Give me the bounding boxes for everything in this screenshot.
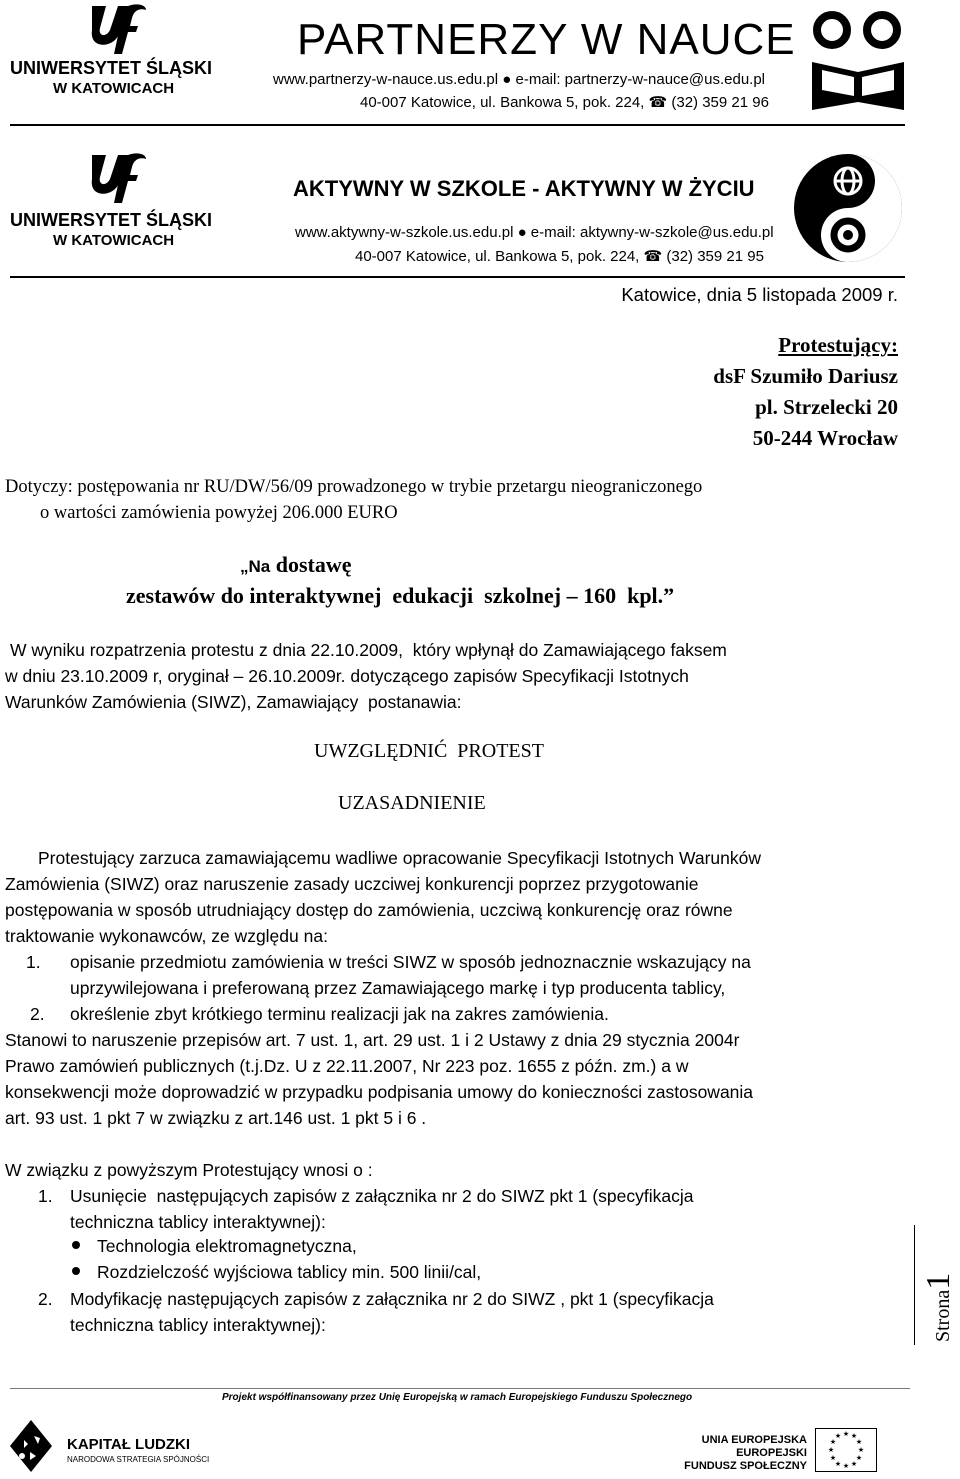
svg-text:★: ★ <box>842 1430 850 1438</box>
addressee-name: dsF Szumiło Dariusz <box>713 364 898 388</box>
list-item-continuation: techniczna tablicy interaktywnej): <box>70 1315 326 1335</box>
svg-text:★: ★ <box>855 1438 863 1446</box>
addressee-city: 50-244 Wrocław <box>752 426 898 450</box>
tender-title-line: zestawów do interaktywnej edukacji szkolnej – 160 kpl.” <box>126 583 675 608</box>
svg-text:★: ★ <box>829 1438 837 1446</box>
eu-flag-icon <box>815 1428 877 1472</box>
law-line: Prawo zamówień publicznych (t.j.Dz. U z 22.11.2007, Nr 223 poz. 1655 z późn. zm.) a w <box>5 1056 689 1076</box>
page-number: 1 <box>920 1272 957 1290</box>
svg-text:★: ★ <box>829 1454 837 1462</box>
university-name: UNIWERSYTET ŚLĄSKI <box>10 210 213 230</box>
tender-title <box>240 552 352 578</box>
justification-line: traktowanie wykonawców, ze względu na: <box>5 926 328 946</box>
list-item-continuation: techniczna tablicy interaktywnej): <box>70 1212 326 1232</box>
intro-line: w dniu 23.10.2009 r, oryginał – 26.10.2009r. dotyczącego zapisów Specyfikacji Istotnych <box>5 666 689 686</box>
svg-text:★: ★ <box>834 1432 842 1440</box>
list-item-number: 1. <box>26 952 41 972</box>
list-item-number: 1. <box>38 1186 53 1206</box>
bullet-item: Rozdzielczość wyjściowa tablicy min. 500 linii/cal, <box>97 1262 482 1282</box>
project-address-line: 40-007 Katowice, ul. Bankowa 5, pok. 224, ☎ (32) 359 21 96 <box>360 94 769 111</box>
list-item: określenie zbyt krótkiego terminu realizacji jak na zakres zamówienia. <box>70 1004 609 1024</box>
footer-rule <box>10 1388 910 1389</box>
svg-text:★: ★ <box>857 1446 865 1454</box>
university-city: W KATOWICACH <box>53 80 175 97</box>
requests-intro: W związku z powyższym Protestujący wnosi o : <box>5 1160 373 1180</box>
header-divider <box>10 276 905 278</box>
page-marker-line <box>914 1225 915 1345</box>
project-title: PARTNERZY W NAUCE <box>297 15 796 64</box>
subject-line: Dotyczy: postępowania nr RU/DW/56/09 prowadzonego w trybie przetargu nieograniczonego <box>5 477 703 497</box>
list-item: Usunięcie następujących zapisów z załącznika nr 2 do SIWZ pkt 1 (specyfikacja <box>70 1186 694 1206</box>
justification-heading: UZASADNIENIE <box>338 792 486 814</box>
list-item: opisanie przedmiotu zamówienia w treści SIWZ w sposób jednoznacznie wskazujący na <box>70 952 751 972</box>
list-item-number: 2. <box>30 1004 45 1024</box>
university-logo <box>88 4 148 56</box>
kapital-ludzki-title: KAPITAŁ LUDZKI <box>67 1436 191 1453</box>
justification-line: Protestujący zarzuca zamawiającemu wadliwe opracowanie Specyfikacji Istotnych Warunków <box>38 848 761 868</box>
list-item-number: 2. <box>38 1289 53 1309</box>
page-number-rotated <box>920 1218 960 1342</box>
project-contact-line: www.aktywny-w-szkole.us.edu.pl ● e-mail: aktywny-w-szkole@us.edu.pl <box>295 224 774 241</box>
kapital-ludzki-logo-icon <box>8 1418 54 1474</box>
list-item: Modyfikację następujących zapisów z załącznika nr 2 do SIWZ , pkt 1 (specyfikacja <box>70 1289 714 1309</box>
cofinance-note: Projekt współfinansowany przez Unię Europejską w ramach Europejskiego Funduszu Społecznego <box>222 1392 693 1403</box>
bullet-icon <box>72 1241 80 1249</box>
bullet-item: Technologia elektromagnetyczna, <box>97 1236 357 1256</box>
decision-heading: UWZGLĘDNIĆ PROTEST <box>314 740 544 762</box>
university-logo <box>88 153 148 205</box>
tender-title-prefix: „Na <box>240 557 271 576</box>
svg-text:★: ★ <box>850 1460 858 1468</box>
date-line: Katowice, dnia 5 listopada 2009 r. <box>621 284 898 305</box>
eu-line: EUROPEJSKI <box>736 1447 807 1459</box>
addressee-street: pl. Strzelecki 20 <box>755 395 898 419</box>
svg-text:★: ★ <box>850 1432 858 1440</box>
page-label: Strona <box>932 1289 954 1342</box>
law-line: art. 93 ust. 1 pkt 7 w związku z art.146 ust. 1 pkt 5 i 6 . <box>5 1108 427 1128</box>
aktywny-logo-icon <box>790 150 906 266</box>
kapital-ludzki-subtitle: NARODOWA STRATEGIA SPÓJNOŚCI <box>67 1455 210 1464</box>
svg-text:★: ★ <box>827 1446 835 1454</box>
justification-line: Zamówienia (SIWZ) oraz naruszenie zasady uczciwej konkurencji poprzez przygotowanie <box>5 874 699 894</box>
svg-text:★: ★ <box>855 1454 863 1462</box>
bullet-icon <box>72 1267 80 1275</box>
project-title: AKTYWNY W SZKOLE - AKTYWNY W ŻYCIU <box>293 176 755 201</box>
page-marker <box>920 1225 960 1342</box>
justification-line: postępowania w sposób utrudniający dostęp do zamówienia, uczciwą konkurencję oraz równe <box>5 900 733 920</box>
list-item-continuation: uprzywilejowana i preferowaną przez Zamawiającego markę i typ producenta tablicy, <box>70 978 726 998</box>
project-address-line: 40-007 Katowice, ul. Bankowa 5, pok. 224, ☎ (32) 359 21 95 <box>355 248 764 265</box>
addressee-label: Protestujący: <box>778 333 898 357</box>
svg-text:★: ★ <box>842 1462 850 1470</box>
subject-line: o wartości zamówienia powyżej 206.000 EURO <box>40 503 398 523</box>
partnerzy-logo-icon <box>808 10 908 116</box>
intro-line: Warunków Zamówienia (SIWZ), Zamawiający postanawia: <box>5 692 462 712</box>
header-divider <box>10 124 905 126</box>
tender-title-word: dostawę <box>270 552 352 577</box>
eu-line: UNIA EUROPEJSKA <box>701 1434 807 1446</box>
svg-text:★: ★ <box>834 1460 842 1468</box>
university-name: UNIWERSYTET ŚLĄSKI <box>10 58 213 78</box>
law-line: Stanowi to naruszenie przepisów art. 7 ust. 1, art. 29 ust. 1 i 2 Ustawy z dnia 29 stycznia 2004r <box>5 1030 740 1050</box>
university-city: W KATOWICACH <box>53 232 175 249</box>
eu-line: FUNDUSZ SPOŁECZNY <box>684 1460 807 1472</box>
project-contact-line: www.partnerzy-w-nauce.us.edu.pl ● e-mail: partnerzy-w-nauce@us.edu.pl <box>273 71 765 88</box>
intro-line: W wyniku rozpatrzenia protestu z dnia 22.10.2009, który wpłynął do Zamawiającego faksem <box>10 640 727 660</box>
law-line: konsekwencji może doprowadzić w przypadku podpisania umowy do konieczności zastosowania <box>5 1082 754 1102</box>
